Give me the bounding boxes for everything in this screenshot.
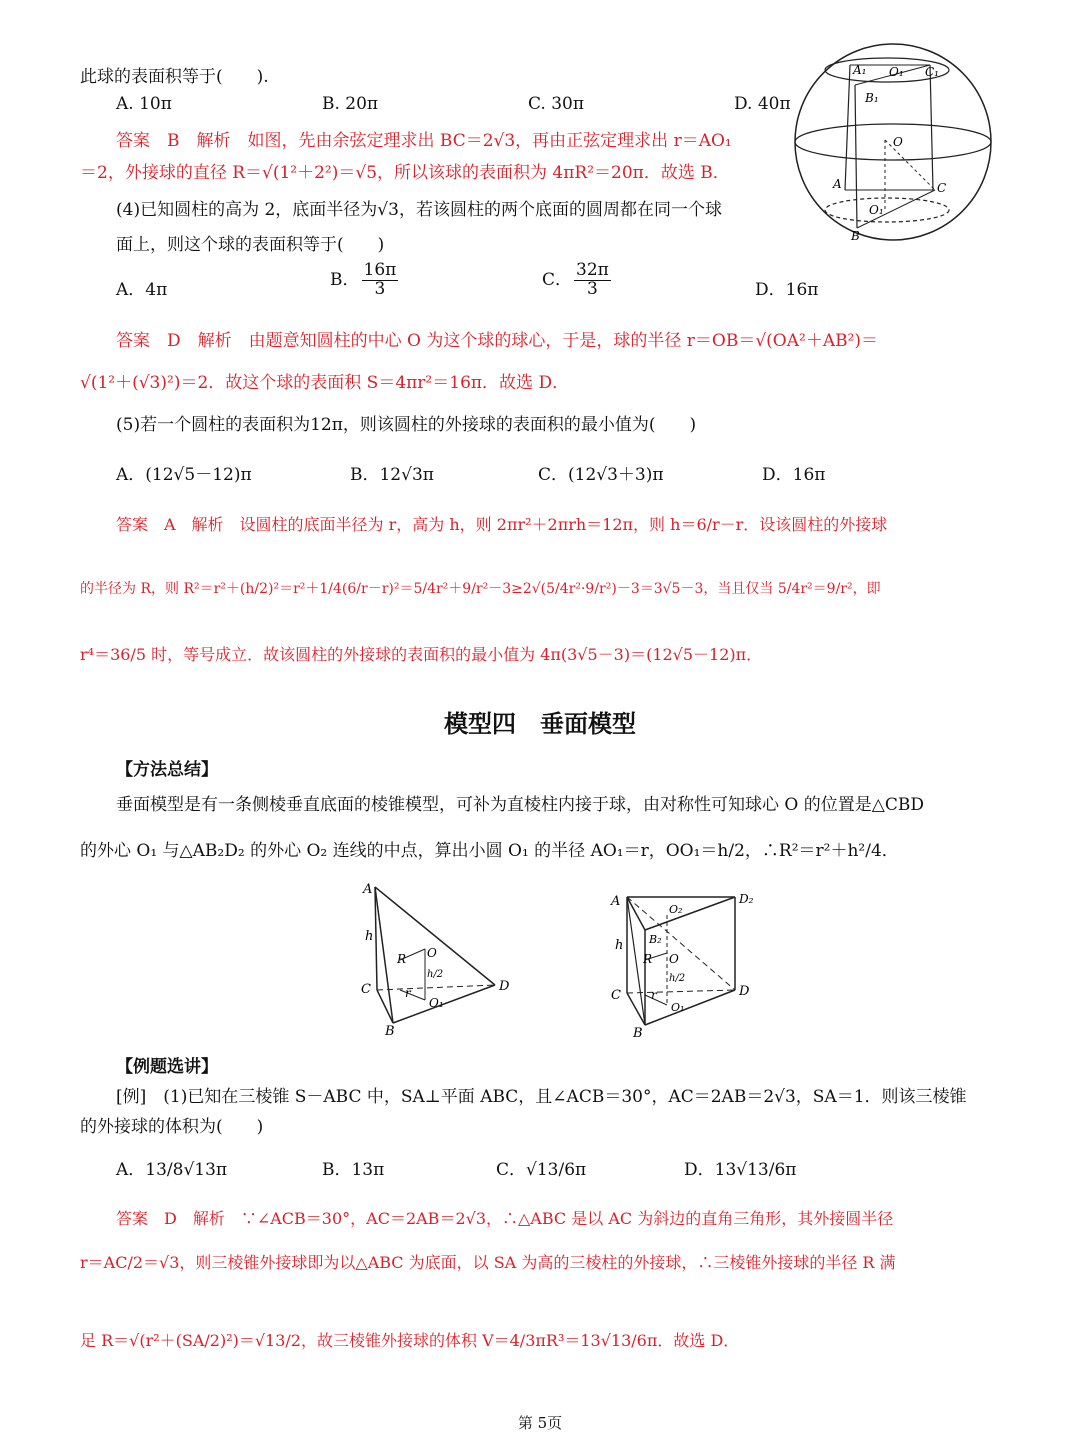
- example-option-d: D．13√13/6π: [684, 1160, 797, 1180]
- prism-label-o2: O₂: [669, 903, 683, 916]
- pyramid-label-a: A: [363, 882, 373, 897]
- pyramid-label-b: B: [385, 1024, 395, 1039]
- example-answer-line2: r＝AC/2＝√3，则三棱锥外接球即为以△ABC 为底面，以 SA 为高的三棱柱的外接球，∴三棱锥外接球的半径 R 满: [80, 1253, 896, 1272]
- section-title: 模型四 垂面模型: [444, 710, 636, 738]
- prism-label-b2: B₂: [649, 933, 662, 946]
- sphere-label-o1-top: O₁: [889, 65, 904, 79]
- pyramid-label-r-upper: R: [397, 952, 407, 966]
- prism-label-c: C: [611, 988, 621, 1003]
- prism-label-d2: D₂: [739, 892, 754, 906]
- sphere-label-o1-bottom: O₁: [869, 203, 884, 217]
- q5-option-b: B．12√3π: [350, 465, 434, 485]
- sphere-label-c: C: [937, 181, 947, 195]
- q4-option-c-frac: [574, 262, 611, 299]
- example-answer-line3: 足 R＝√(r²＋(SA/2)²)＝√13/2，故三棱锥外接球的体积 V＝4/3πR³＝13√13/6π．故选 D．: [80, 1331, 740, 1350]
- pyramid-label-c: C: [361, 982, 371, 997]
- prism-label-o1: O₁: [671, 1001, 685, 1014]
- q3-answer-line1: 答案 B 解析 如图，先由余弦定理求出 BC＝2√3，再由正弦定理求出 r＝AO₁: [116, 131, 732, 151]
- example-stem-line2: 的外接球的体积为( ): [80, 1117, 264, 1137]
- q3-option-d: D. 40π: [734, 94, 791, 114]
- pyramid-label-o: O: [427, 946, 437, 960]
- pyramid-label-r-lower: r: [405, 986, 411, 1000]
- prism-label-d: D: [739, 984, 750, 999]
- sphere-label-c1: C₁: [925, 65, 939, 79]
- prism-label-r-upper: R: [643, 952, 653, 966]
- q4-option-c: [542, 262, 613, 299]
- prism-figure: [605, 885, 775, 1045]
- sphere-label-b1: B₁: [865, 91, 879, 105]
- q3-option-b: B. 20π: [322, 94, 379, 114]
- q4-option-b-frac: [362, 262, 399, 299]
- q5-answer-line1: 答案 A 解析 设圆柱的底面半径为 r，高为 h，则 2πr²＋2πrh＝12π，则 h＝6/r－r．设该圆柱的外接球: [116, 515, 888, 534]
- q4-answer-line2: √(1²＋(√3)²)＝2．故这个球的表面积 S＝4πr²＝16π．故选 D．: [80, 373, 570, 393]
- q4-option-b-label: B．: [330, 269, 360, 290]
- q4-option-c-label: C．: [542, 269, 573, 290]
- example-option-c: C．√13/6π: [496, 1160, 587, 1180]
- q5-stem: (5)若一个圆柱的表面积为12π，则该圆柱的外接球的表面积的最小值为( ): [116, 415, 697, 435]
- q5-option-c: C．(12√3＋3)π: [538, 465, 664, 485]
- example-answer-line1: 答案 D 解析 ∵∠ACB＝30°，AC＝2AB＝2√3，∴△ABC 是以 AC 为斜边的直角三角形，其外接圆半径: [116, 1209, 894, 1228]
- q4-option-d: D．16π: [755, 280, 819, 300]
- q3-stem: 此球的表面积等于( ).: [80, 67, 269, 87]
- example-option-a: A．13/8√13π: [116, 1160, 228, 1180]
- pyramid-label-h2: h/2: [427, 969, 444, 980]
- prism-label-h2: h/2: [669, 973, 686, 984]
- pyramid-figure: [355, 875, 525, 1040]
- q5-option-d: D．16π: [762, 465, 826, 485]
- pyramid-label-h: h: [365, 929, 374, 944]
- q4-stem-line1: (4)已知圆柱的高为 2，底面半径为√3，若该圆柱的两个底面的圆周都在同一个球: [116, 200, 722, 220]
- sphere-label-o: O: [893, 135, 903, 149]
- prism-label-a: A: [611, 894, 621, 909]
- example-heading: 【例题选讲】: [116, 1057, 218, 1077]
- sphere-label-b: B: [851, 229, 860, 243]
- example-stem-line1: [例] (1)已知在三棱锥 S－ABC 中，SA⊥平面 ABC，且∠ACB＝30°，AC＝2AB＝2√3，SA＝1．则该三棱锥: [116, 1087, 967, 1107]
- page-number: 第 5页: [517, 1414, 563, 1432]
- method-line1: 垂面模型是有一条侧棱垂直底面的棱锥模型，可补为直棱柱内接于球，由对称性可知球心 O 的位置是△CBD: [116, 795, 924, 815]
- q4-stem-line2: 面上，则这个球的表面积等于( ): [116, 235, 385, 255]
- q3-answer-line2: ＝2，外接球的直径 R＝√(1²＋2²)＝√5，所以该球的表面积为 4πR²＝20π．故选 B．: [80, 163, 730, 183]
- q4-answer-line1: 答案 D 解析 由题意知圆柱的中心 O 为这个球的球心，于是，球的半径 r＝OB＝√(OA²＋AB²)＝: [116, 331, 879, 351]
- pyramid-label-d: D: [499, 979, 510, 994]
- q4-option-c-den: 3: [587, 278, 598, 299]
- sphere-label-a1: A₁: [853, 63, 867, 77]
- prism-label-h: h: [615, 938, 624, 953]
- method-heading: 【方法总结】: [116, 760, 218, 780]
- prism-label-b: B: [633, 1026, 643, 1041]
- example-option-b: B．13π: [322, 1160, 385, 1180]
- q5-answer-line3: r⁴＝36/5 时，等号成立．故该圆柱的外接球的表面积的最小值为 4π(3√5－3)＝(12√5－12)π．: [80, 645, 763, 664]
- q5-option-a: A．(12√5－12)π: [116, 465, 252, 485]
- q4-option-b: [330, 262, 400, 299]
- q4-option-b-num: 16π: [363, 260, 397, 280]
- q3-option-a: A. 10π: [116, 94, 172, 114]
- q5-answer-line2: 的半径为 R，则 R²＝r²＋(h/2)²＝r²＋1/4(6/r－r)²＝5/4r²＋9/r²－3≥2√(5/4r²·9/r²)－3＝3√5－3，当且仅当 5/4r²＝9/r²，即: [80, 581, 881, 597]
- prism-label-r-lower: r: [651, 988, 657, 1002]
- pyramid-label-o1: O₁: [429, 996, 444, 1010]
- q4-option-c-num: 32π: [576, 260, 609, 280]
- prism-label-o: O: [669, 952, 679, 966]
- q4-option-a: A．4π: [116, 280, 168, 300]
- sphere-label-a: A: [833, 177, 842, 191]
- q3-option-c: C. 30π: [528, 94, 585, 114]
- method-line2: 的外心 O₁ 与△AB₂D₂ 的外心 O₂ 连线的中点，算出小圆 O₁ 的半径 AO₁＝r，OO₁＝h/2，∴R²＝r²＋h²/4．: [80, 841, 899, 861]
- q4-option-b-den: 3: [374, 278, 386, 299]
- sphere-figure: [785, 40, 1000, 245]
